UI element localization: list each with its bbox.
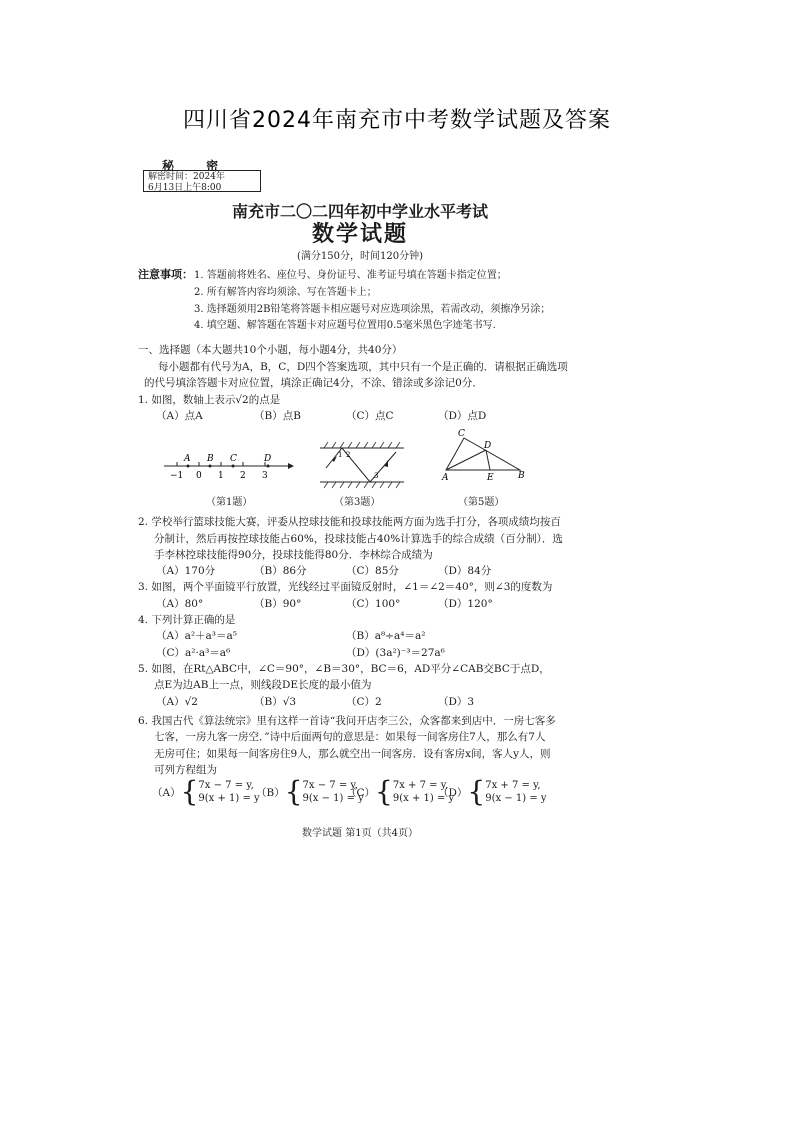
q1-option-a: （A）点A <box>156 410 203 422</box>
question-5-line: 5. 如图，在Rt△ABC中，∠C＝90°，∠B＝30°，BC＝6，AD平分∠CAB交BC于点D， <box>138 663 550 675</box>
notes-label: 注意事项： <box>138 268 193 281</box>
q6-option-b: （B） { 7x − 7 = y, 9(x − 1) = y <box>256 775 364 808</box>
angle-2-label: 2 <box>346 451 351 459</box>
point-c-label: C <box>230 454 237 464</box>
figure-caption: （第3题） <box>334 497 381 508</box>
figure-caption: （第1题） <box>206 497 253 508</box>
vertex-e-label: E <box>487 473 494 483</box>
declassify-line2: 6月13日上午8:00 <box>148 183 222 193</box>
note-item: 3. 选择题须用2B铅笔将答题卡相应题号对应选项涂黑，若需改动，须擦净另涂； <box>194 304 551 315</box>
question-5-line: 点E为边AB上一点，则线段DE长度的最小值为 <box>154 679 372 691</box>
q6-option-c: （C） { 7x + 7 = y, 9(x + 1) = y <box>346 775 455 808</box>
exam-name: 南充市二〇二四年初中学业水平考试 <box>231 202 488 221</box>
q3-option-c: （C）100° <box>346 598 401 610</box>
tick-label: 0 <box>196 471 202 481</box>
vertex-a-label: A <box>442 473 449 483</box>
vertex-c-label: C <box>458 429 465 439</box>
question-2-line: 分制计，然后再按控球技能占60%，投球技能占40%计算选手的综合成绩（百分制）．选 <box>154 533 563 545</box>
brace-icon: { <box>467 775 486 808</box>
q5-option-a: （A）√2 <box>156 696 198 708</box>
vertex-b-label: B <box>518 471 525 481</box>
page-title: 四川省2024年南充市中考数学试题及答案 <box>183 108 611 133</box>
declassify-box <box>143 170 261 192</box>
secret-label: 秘 密 <box>162 159 233 173</box>
question-6-line: 6. 我国古代《算法统宗》里有这样一首诗“我问开店李三公，众客都来到店中．一房七客多 <box>138 715 556 727</box>
q4-option-c: （C）a²·a³＝a⁶ <box>156 647 231 659</box>
vertex-d-label: D <box>484 441 492 451</box>
note-item: 1. 答题前将姓名、座位号、身份证号、准考证号填在答题卡指定位置； <box>194 270 507 281</box>
q4-option-b: （B）a⁸÷a⁴＝a² <box>346 630 426 642</box>
tick-label: 3 <box>262 471 268 481</box>
q1-option-b: （B）点B <box>254 410 301 422</box>
point-d-label: D <box>264 454 272 464</box>
question-3-stem: 3. 如图，两个平面镜平行放置，光线经过平面镜反射时，∠1＝∠2＝40°，则∠3的度数为 <box>138 581 553 593</box>
note-item: 2. 所有解答内容均须涂、写在答题卡上； <box>194 287 377 298</box>
brace-icon: { <box>375 775 393 808</box>
number-line-figure <box>160 450 295 486</box>
question-2-line: 2. 学校举行篮球技能大赛，评委从控球技能和投球技能两方面为选手打分，各项成绩均按百 <box>138 516 561 528</box>
point-a-label: A <box>184 454 191 464</box>
q2-option-c: （C）85分 <box>346 565 399 577</box>
tick-label: −1 <box>170 471 184 481</box>
angle-3-label: 3 <box>374 472 379 480</box>
sqrt-two: √2 <box>235 394 249 406</box>
q1-option-d: （D）点D <box>438 410 487 422</box>
figure-caption: （第5题） <box>458 497 505 508</box>
tick-label: 1 <box>218 471 224 481</box>
q3-option-b: （B）90° <box>254 598 302 610</box>
q6-option-a: （A） { 7x − 7 = y, 9(x + 1) = y <box>152 775 260 808</box>
page-footer: 数学试题 第1页（共4页） <box>302 828 418 839</box>
question-2-line: 手李林控球技能得90分，投球技能得80分．李林综合成绩为 <box>154 549 433 561</box>
question-6-line: 无房可住；如果每一间客房住9人，那么就空出一间客房．设有客房x间，客人y人，则 <box>154 748 551 760</box>
question-4-stem: 4. 下列计算正确的是 <box>138 614 236 626</box>
section-intro: 的代号填涂答题卡对应位置，填涂正确记4分，不涂、错涂或多涂记0分． <box>144 377 483 389</box>
triangle-figure <box>438 428 530 486</box>
section-intro: 每小题都有代号为A，B，C，D四个答案选项，其中只有一个是正确的．请根据正确选项 <box>158 361 568 373</box>
q2-option-a: （A）170分 <box>156 565 216 577</box>
brace-icon: { <box>284 775 303 808</box>
q4-option-d: （D）(3a²)⁻³＝27a⁶ <box>346 647 445 659</box>
tick-label: 2 <box>240 471 246 481</box>
angle-1-label: 1 <box>338 451 343 459</box>
exam-duration: (满分150分，时间120分钟) <box>297 251 423 262</box>
note-item: 4. 填空题、解答题在答题卡对应题号位置用0.5毫米黑色字迹笔书写. <box>194 320 496 331</box>
q5-option-b: （B）√3 <box>254 696 297 708</box>
brace-icon: { <box>180 775 199 808</box>
q1-option-c: （C）点C <box>346 410 394 422</box>
q4-option-a: （A）a²＋a³＝a⁵ <box>156 630 237 642</box>
q5-option-d: （D）3 <box>438 696 475 708</box>
q2-option-b: （B）86分 <box>254 565 307 577</box>
section-title: 一、选择题（本大题共10个小题，每小题4分，共40分） <box>138 344 403 356</box>
question-6-line: 可列方程组为 <box>154 764 217 776</box>
subject-title: 数学试题 <box>311 221 408 247</box>
declassify-line1: 解密时间：2024年 <box>148 172 225 182</box>
q6-option-d: （D） { 7x + 7 = y, 9(x − 1) = y <box>438 775 547 808</box>
q3-option-a: （A）80° <box>156 598 204 610</box>
question-6-line: 七客，一房九客一房空．”诗中后面两句的意思是：如果每一间客房住7人，那么有7人 <box>154 731 546 743</box>
q2-option-d: （D）84分 <box>438 565 492 577</box>
mirror-figure <box>318 440 406 490</box>
point-b-label: B <box>207 454 214 464</box>
q5-option-c: （C）2 <box>346 696 382 708</box>
question-1-stem: 1. 如图，数轴上表示√2的点是 <box>138 394 281 406</box>
q3-option-d: （D）120° <box>438 598 493 610</box>
